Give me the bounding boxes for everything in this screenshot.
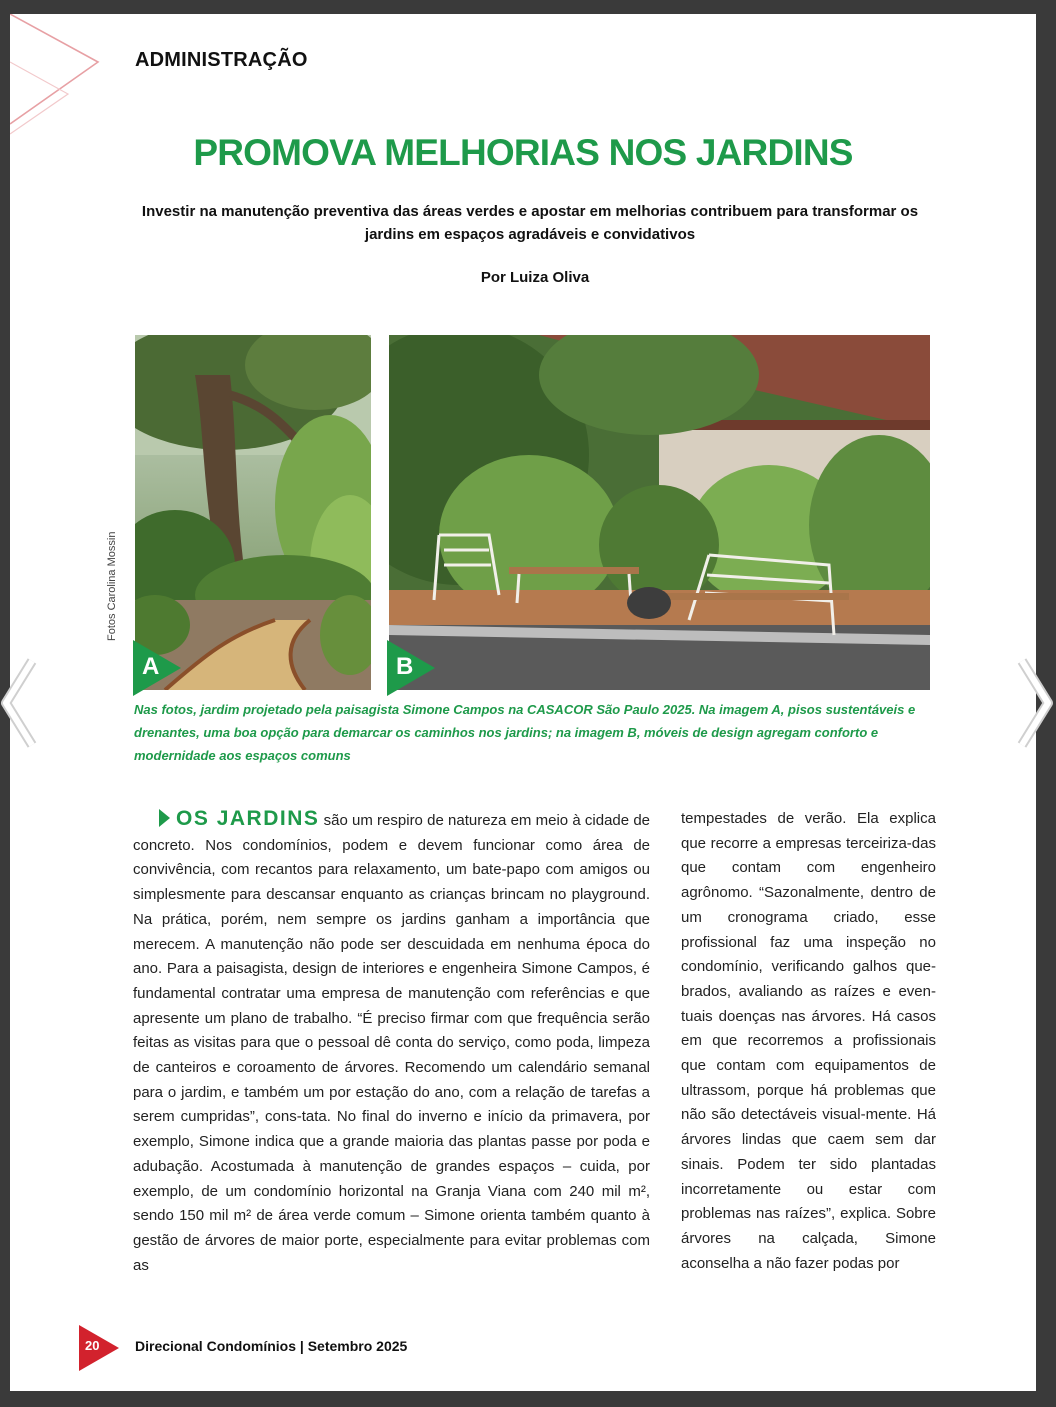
publication-info: Direcional Condomínios | Setembro 2025: [135, 1338, 408, 1354]
lead-word: OS JARDINS: [176, 807, 320, 830]
page-number: 20: [85, 1338, 100, 1353]
article-subhead: Investir na manutenção preventiva das áreas verdes e apostar em melhorias contribuem para transformar os jardins em espaços agradáveis e convidativos: [141, 203, 919, 243]
photo-label-a-text: A: [142, 653, 160, 680]
photo-label-b: [387, 640, 435, 696]
photo-b-garden-benches: [389, 335, 930, 690]
corner-decoration: [10, 14, 110, 144]
photo-a-garden-path: [135, 335, 371, 690]
chevron-left-icon[interactable]: [0, 655, 46, 751]
article-byline: Por Luiza Oliva: [480, 269, 590, 286]
lead-arrow-icon: [159, 809, 170, 827]
photo-label-a: [133, 640, 181, 696]
page-footer: [79, 1325, 579, 1371]
magazine-page: [10, 14, 1036, 1391]
photo-caption: Nas fotos, jardim projetado pela paisagista Simone Campos na CASACOR São Paulo 2025. Na imagem A, pisos sustentáveis e drenantes, uma boa opção para demarcar os caminhos nos jardins; na imagem B, móveis de design agregam conforto e modernidade aos espaços comuns: [134, 702, 916, 763]
photo-credit: Fotos Carolina Mossin: [106, 531, 118, 641]
section-label: ADMINISTRAÇÃO: [135, 49, 308, 71]
body-column-right: [681, 807, 936, 1276]
body-text-right: tempestades de verão. Ela explica que recorre a empresas terceiriza-das que contam com engenheiro agrônomo. “Sazonalmente, dentro de um cronograma criado, esse profissional faz uma inspeção no condomínio, verificando galhos que-brados, avaliando as raízes e even-tuais doenças nas árvores. Há casos em que recorremos a profissionais que contam com equipamentos de ultrassom, porque há problemas que não são detectáveis visual-mente. Há árvores lindas que caem sem dar sinais. Podem ter sido plantadas incorretamente ou estar com problemas nas raízes”, explica. Sobre árvores na calçada, Simone aconselha a não fazer podas por: [681, 810, 936, 1272]
article-headline: PROMOVA MELHORIAS NOS JARDINS: [193, 132, 853, 173]
chevron-right-icon[interactable]: [1012, 655, 1056, 751]
body-column-left: [133, 807, 650, 1278]
body-text-left: são um respiro de natureza em meio à cidade de concreto. Nos condomínios, podem e devem funcionar como área de convivência, com recantos para relaxamento, um bate-papo com amigos ou simplesmente para descansar enquanto as crianças brincam no playground. Na prática, porém, nem sempre os jardins ganham a importância que merecem. A manutenção não pode ser descuidada em nenhuma época do ano. Para a paisagista, design de interiores e engenheira Simone Campos, é fundamental contratar uma empresa de manutenção com referências e que apresente um plano de trabalho. “É preciso firmar com que frequência serão feitas as visitas para que o pessoal dê conta do serviço, como poda, limpeza de canteiros e coroamento de árvores. Recomendo um calendário semanal para o jardim, e também um por estação do ano, com a relação de tarefas a serem cumpridas”, cons-tata. No final do inverno e início da primavera, por exemplo, Simone indica que a grande maioria das plantas passe por poda e adubação. Acostumada à manutenção de grandes espaços – cuida, por exemplo, de um condomínio horizontal na Granja Viana com 240 mil m², sendo 150 mil m² de área verde comum – Simone orienta também quanto à gestão de árvores de maior porte, especialmente para evitar problemas com as: [133, 812, 651, 1274]
photo-label-b-text: B: [396, 653, 414, 680]
